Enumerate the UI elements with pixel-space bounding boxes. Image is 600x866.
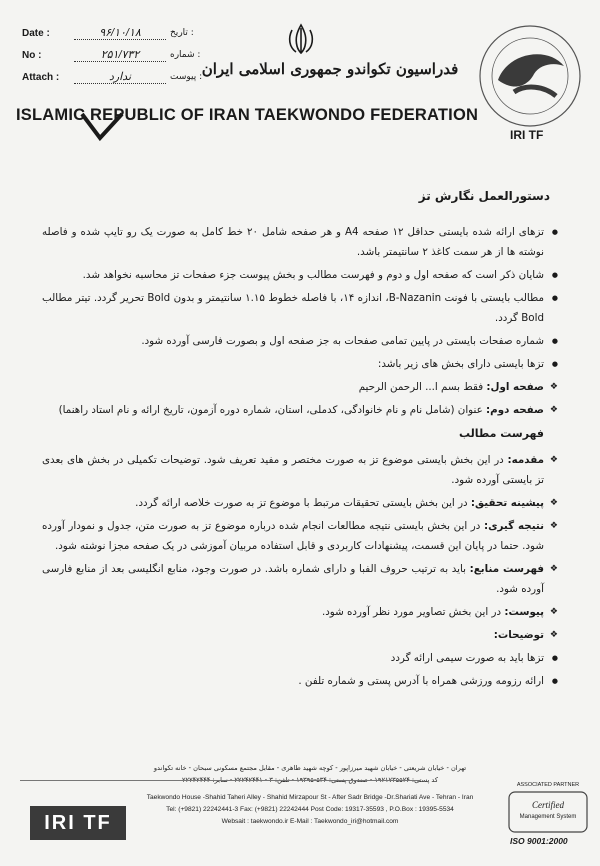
address-en: Taekwondo House -Shahid Taheri Alley - Shahid Mirzapour St - After Sadr Bridge -Dr.Shariati Ave - Tehran - Iran: [146, 794, 474, 801]
attach-row: [22, 66, 222, 88]
notes-list: [42, 648, 562, 691]
document-body: [42, 186, 562, 694]
federation-logo-icon: [474, 22, 586, 142]
section-text: باید به ترتیب حروف الفبا و دارای شماره باشد. در صورت وجود، منابع انگلیسی بعد از منابع فارسی آورده شود.: [42, 563, 544, 595]
list-item: ● تزها بایستی دارای بخش های زیر باشد:: [42, 354, 562, 374]
list-item: ● شایان ذکر است که صفحه اول و دوم و فهرست مطالب و بخش پیوست جزء صفحات تز محاسبه نخواهد شد.: [42, 265, 562, 285]
section-label: مقدمه:: [507, 454, 544, 466]
list-item: [42, 516, 562, 556]
section-label: نتیجه گیری:: [483, 520, 544, 532]
document-title: دستورالعمل نگارش تز: [418, 189, 550, 203]
date-label-en: Date :: [22, 27, 50, 39]
badge-certified-text: Certified: [532, 800, 564, 810]
part-label: صفحه دوم:: [486, 404, 544, 416]
list-item: [42, 625, 562, 645]
footer-address: [140, 762, 480, 828]
list-item: ● ارائه رزومه ورزشی همراه با آدرس پستی و شماره تلفن .: [42, 671, 562, 691]
iso-label: ISO 9001:2000: [510, 836, 568, 846]
section-label: پیوست:: [504, 606, 544, 618]
federation-name-en: ISLAMIC REPUBLIC OF IRAN TAEKWONDO FEDERATION: [16, 106, 479, 124]
number-row: [22, 44, 222, 66]
number-label-en: No :: [22, 49, 42, 61]
list-item: ● شماره صفحات بایستی در پایین تمامی صفحات به جز صفحه اول و بصورت فارسی آورده شود.: [42, 331, 562, 351]
list-item: [42, 559, 562, 599]
section-label: توضیحات:: [493, 629, 544, 641]
date-row: [22, 22, 222, 44]
number-value: ۲۵۱/۷۳۲: [74, 48, 166, 62]
section-text: در این بخش تصاویر مورد نظر آورده شود.: [321, 606, 505, 618]
footer-logo-wordmark: IRI TF: [30, 806, 126, 840]
certification-badge-icon: [505, 780, 591, 844]
sections-list: [42, 450, 562, 645]
number-label-fa: شماره :: [170, 50, 201, 60]
web-en: Websait : taekwondo.ir E-Mail : Taekwondo_iri@hotmail.com: [221, 818, 399, 825]
requirements-list: [42, 222, 562, 374]
phone-en: Tel: (+9821) 22242441-3 Fax: (+9821) 22242444 Post Code: 19317-35593 , P.O.Box : 19395-5534: [166, 806, 454, 813]
list-item: [42, 493, 562, 513]
part-text: فقط بسم ا... الرحمن الرحیم: [358, 381, 487, 393]
date-value: ۹۶/۱۰/۱۸: [74, 26, 166, 40]
date-label-fa: تاریخ :: [170, 28, 194, 38]
section-text: در این بخش بایستی تحقیقات مرتبط با موضوع تز به صورت خلاصه ارائه گردد.: [135, 497, 471, 509]
footer-logo: [30, 806, 130, 846]
postal-fa: کد پستی: ۱۹۲۱۷۳۵۵۲۴ - صندوق پستی: ۵۳۴-۱۹۳۹۵ - تلفن: ۳ - ۲۲۲۴۲۴۴۱ - نمابر: ۲۲۲۴۲۴۴۴: [181, 776, 439, 784]
iran-emblem-icon: [284, 22, 318, 56]
badge-top-text: ASSOCIATED PARTNER: [516, 782, 580, 788]
attach-value: ندارد: [74, 70, 166, 84]
page-parts-list: [42, 377, 562, 420]
list-item: [42, 450, 562, 490]
attach-label-en: Attach :: [22, 71, 60, 83]
letter-meta: [22, 22, 222, 88]
list-item: ● تزهای ارائه شده بایستی حداقل ۱۲ صفحه A4 و هر صفحه شامل ۲۰ خط کامل به صورت یک رو تایپ شده و فاصله نوشته ها از هر سمت کاغذ ۲ سانتیمتر باشد.: [42, 222, 562, 262]
list-item: ● تزها باید به صورت سیمی ارائه گردد: [42, 648, 562, 668]
toc-heading: فهرست مطالب: [458, 427, 544, 440]
list-item: ● مطالب بایستی با فونت B-Nazanin، اندازه ۱۴، با فاصله خطوط ۱.۱۵ سانتیمتر و بدون Bold تحریر گردد. تیتر مطالب Bold گردد.: [42, 288, 562, 328]
footer-divider: [20, 780, 420, 781]
federation-name-fa: فدراسیون تکواندو جمهوری اسلامی ایران: [201, 60, 459, 78]
badge-system-text: Management System: [519, 814, 577, 820]
address-fa: تهران - خیابان شریعتی - خیابان شهید میرزاپور - کوچه شهید طاهری - مقابل مجتمع مسکونی سبحان - خانه تکواندو: [153, 764, 467, 772]
list-item: [42, 377, 562, 397]
section-label: فهرست منابع:: [469, 563, 544, 575]
attach-label-fa: پیوست :: [170, 72, 203, 82]
list-item: [42, 400, 562, 420]
logo-wordmark: IRI TF: [510, 128, 544, 142]
section-text: در این بخش بایستی نتیجه مطالعات انجام شده درباره موضوع تز به صورت متن، جدول و نمودار آورده شود. حتما در پایان این قسمت، پیشنهادات کاربردی و قابل استفاده مربیان آموزشی در یک صفحه مجزا نوشته شود.: [42, 520, 544, 552]
section-label: پیشینه تحقیق:: [470, 497, 544, 509]
section-text: در این بخش بایستی موضوع تز به صورت مختصر و مفید تعریف شود. توضیحات تکمیلی در بخش های بعدی تز بایستی آورده شود.: [42, 454, 544, 486]
part-label: صفحه اول:: [486, 381, 544, 393]
list-item: [42, 602, 562, 622]
part-text: عنوان (شامل نام و نام خانوادگی، کدملی، استان، شماره دوره آزمون، تاریخ ارائه و نام استاد راهنما): [58, 404, 487, 416]
